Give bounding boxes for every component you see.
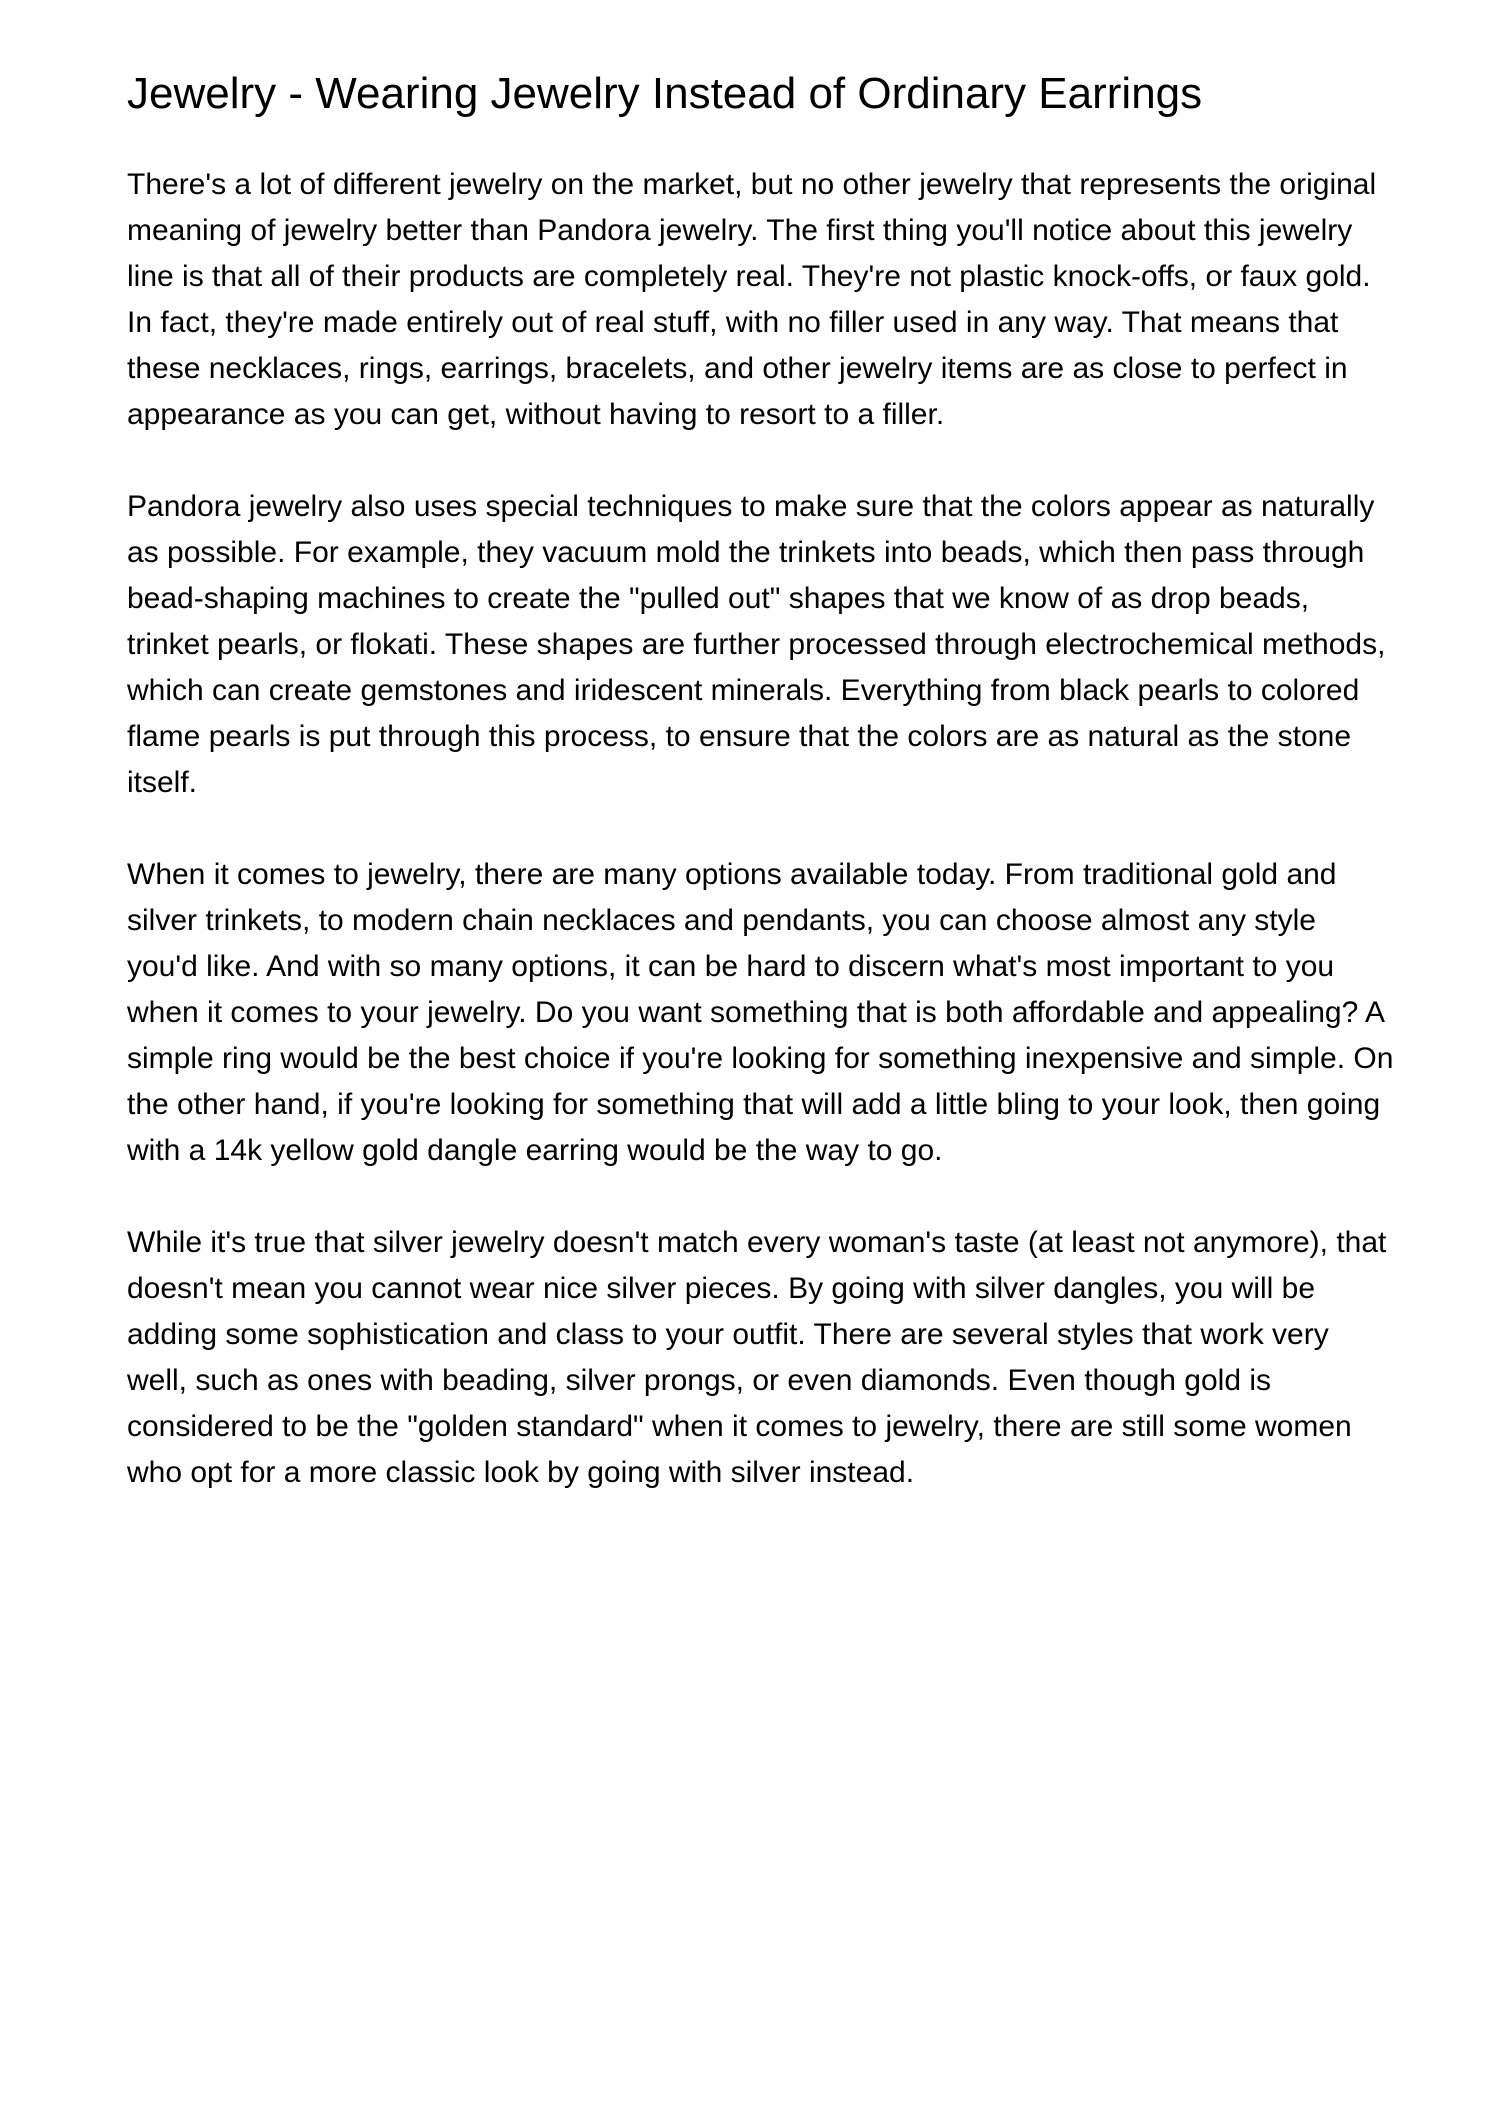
paragraph-jewelry-options: When it comes to jewelry, there are many options available today. From traditional gold and silver trinkets, to modern chain necklaces and pendants, you can choose almost any style you'd like. And with so many options, it can be hard to discern what's most important to you when it comes to your jewelry. Do you want something that is both affordable and appealing? A simple ring would be the best choice if you're looking for something inexpensive and simple. On the other hand, if you're looking for something that will add a little bling to your look, then going with a 14k yellow gold dangle earring would be the way to go. [127, 858, 1394, 1167]
paragraph-color-techniques: Pandora jewelry also uses special techniques to make sure that the colors appear as naturally as possible. For example, they vacuum mold the trinkets into beads, which then pass through bead-shaping machines to create the "pulled out" shapes that we know of as drop beads, trinket pearls, or flokati. These shapes are further processed through electrochemical methods, which can create gemstones and iridescent minerals. Everything from black pearls to colored flame pearls is put through this process, to ensure that the colors are as natural as the stone itself. [127, 490, 1386, 799]
paragraph-silver-jewelry: While it's true that silver jewelry doesn't match every woman's taste (at least not anymore), that doesn't mean you cannot wear nice silver pieces. By going with silver dangles, you will be adding some sophistication and class to your outfit. There are several styles that work very well, such as ones with beading, silver prongs, or even diamonds. Even though gold is considered to be the "golden standard" when it comes to jewelry, there are still some women who opt for a more classic look by going with silver instead. [127, 1226, 1387, 1489]
article-body [127, 162, 1395, 1496]
page-title: Jewelry - Wearing Jewelry Instead of Ordinary Earrings [127, 69, 1203, 118]
paragraph-pandora-jewelry-real: There's a lot of different jewelry on the market, but no other jewelry that represents the original meaning of jewelry better than Pandora jewelry. The first thing you'll notice about this jewelry line is that all of their products are completely real. They're not plastic knock-offs, or faux gold. In fact, they're made entirely out of real stuff, with no filler used in any way. That means that these necklaces, rings, earrings, bracelets, and other jewelry items are as close to perfect in appearance as you can get, without having to resort to a filler. [127, 168, 1377, 431]
document-page [127, 58, 1395, 1542]
